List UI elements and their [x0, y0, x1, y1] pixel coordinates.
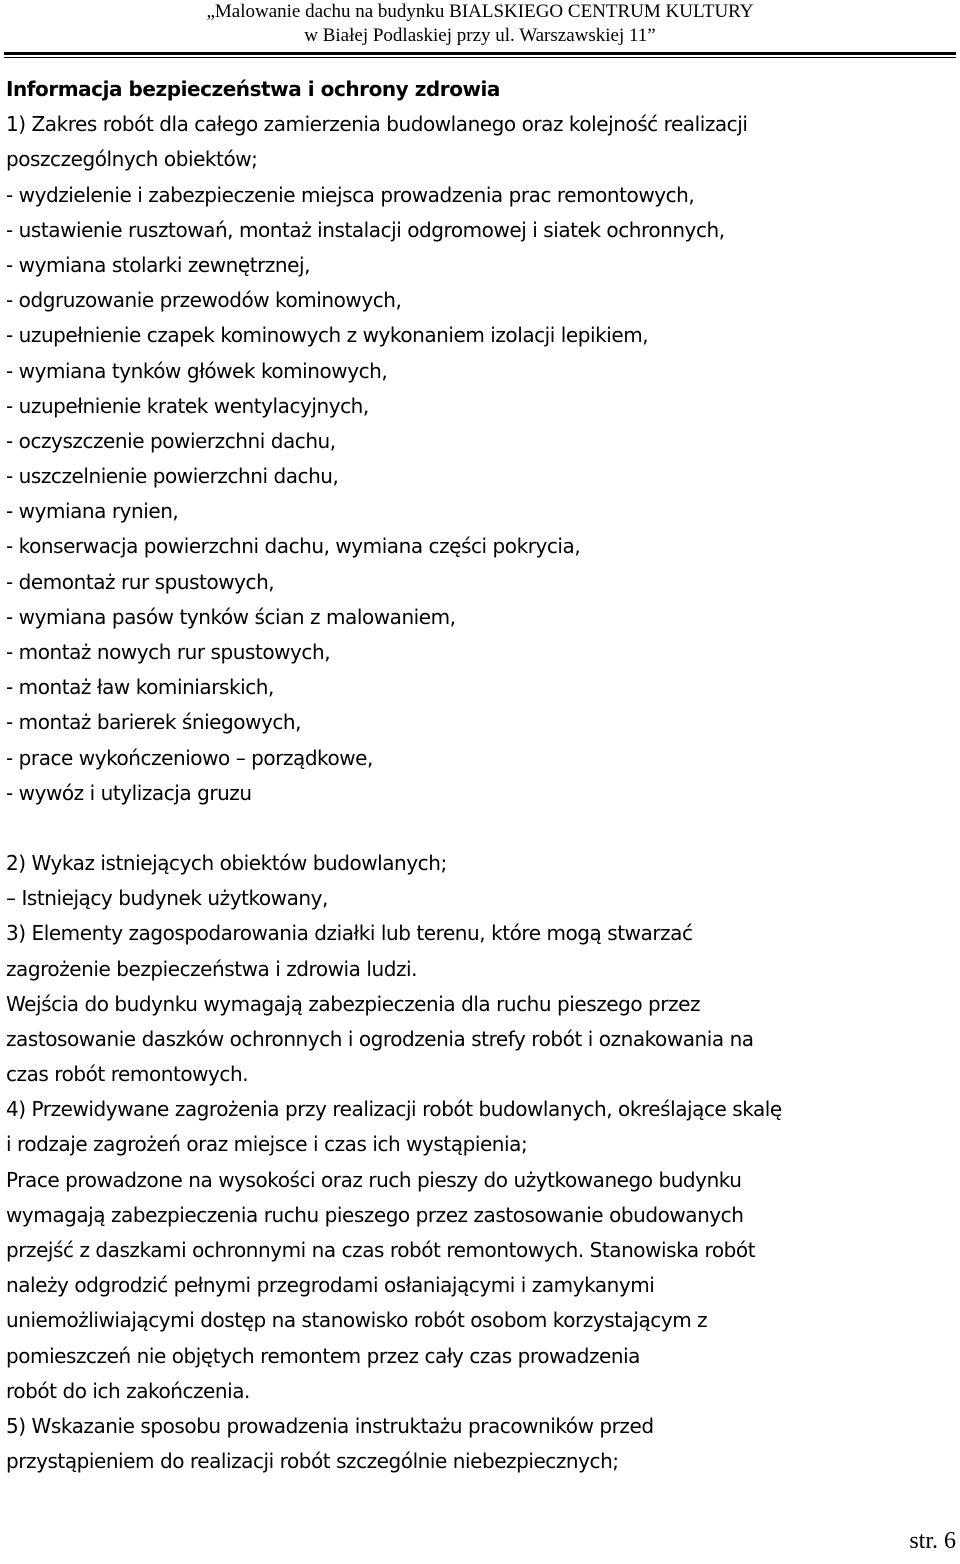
- section-4: [6, 1092, 956, 1409]
- section-3-text-line: zastosowanie daszków ochronnych i ogrodzenia strefy robót i oznakowania na: [6, 1026, 754, 1051]
- header-line-2: w Białej Podlaskiej przy ul. Warszawskiej 11”: [304, 25, 656, 46]
- section-1: [6, 107, 956, 811]
- list-item: - wywóz i utylizacja gruzu: [6, 780, 252, 805]
- list-item: - uzupełnienie czapek kominowych z wykonaniem izolacji lepikiem,: [6, 323, 649, 348]
- header-rule-thin: [4, 57, 956, 58]
- list-item: - montaż barierek śniegowych,: [6, 710, 302, 735]
- header-rule-thick: [4, 52, 956, 55]
- section-4-text-line: należy odgrodzić pełnymi przegrodami osłaniającymi i zamykanymi: [6, 1273, 655, 1298]
- section-4-text-line: pomieszczeń nie objętych remontem przez cały czas prowadzenia: [6, 1343, 640, 1368]
- list-item: - prace wykończeniowo – porządkowe,: [6, 745, 373, 770]
- list-item: - wymiana stolarki zewnętrznej,: [6, 252, 311, 277]
- section-4-heading-line: i rodzaje zagrożeń oraz miejsce i czas ich wystąpienia;: [6, 1132, 528, 1157]
- page-number: str. 6: [909, 1528, 956, 1554]
- section-2-heading: 2) Wykaz istniejących obiektów budowlanych;: [6, 850, 447, 875]
- section-3-text-line: Wejścia do budynku wymagają zabezpieczenia dla ruchu pieszego przez: [6, 991, 701, 1016]
- list-item: - uzupełnienie kratek wentylacyjnych,: [6, 393, 369, 418]
- document-header: [0, 0, 960, 48]
- list-item: - odgruzowanie przewodów kominowych,: [6, 288, 402, 313]
- section-2: [6, 846, 956, 916]
- list-item: - oczyszczenie powierzchni dachu,: [6, 428, 336, 453]
- section-4-text-line: Prace prowadzone na wysokości oraz ruch pieszy do użytkowanego budynku: [6, 1167, 742, 1192]
- section-3-text-line: czas robót remontowych.: [6, 1062, 249, 1087]
- list-item: - uszczelnienie powierzchni dachu,: [6, 464, 339, 489]
- section-4-text-line: uniemożliwiającymi dostęp na stanowisko robót osobom korzystającym z: [6, 1308, 708, 1333]
- list-item: - konserwacja powierzchni dachu, wymiana części pokrycia,: [6, 534, 581, 559]
- section-2-text: – Istniejący budynek użytkowany,: [6, 886, 328, 911]
- list-item: - wymiana pasów tynków ścian z malowaniem,: [6, 604, 456, 629]
- list-item: - wydzielenie i zabezpieczenie miejsca prowadzenia prac remontowych,: [6, 182, 695, 207]
- section-5-heading-line: 5) Wskazanie sposobu prowadzenia instruktażu pracowników przed: [6, 1413, 654, 1438]
- section-1-heading-line: poszczególnych obiektów;: [6, 147, 258, 172]
- document-body: [6, 72, 956, 1479]
- section-5: [6, 1409, 956, 1479]
- section-4-heading-line: 4) Przewidywane zagrożenia przy realizacji robót budowlanych, określające skalę: [6, 1097, 782, 1122]
- list-item: - wymiana tynków główek kominowych,: [6, 358, 388, 383]
- section-3-heading-line: 3) Elementy zagospodarowania działki lub terenu, które mogą stwarzać: [6, 921, 693, 946]
- section-3: [6, 916, 956, 1092]
- header-line-1: „Malowanie dachu na budynku BIALSKIEGO CENTRUM KULTURY: [206, 1, 754, 22]
- section-4-text-line: przejść z daszkami ochronnymi na czas robót remontowych. Stanowiska robót: [6, 1238, 756, 1262]
- list-item: - montaż ław kominiarskich,: [6, 675, 274, 700]
- list-item: - wymiana rynien,: [6, 499, 179, 524]
- list-item: - ustawienie rusztowań, montaż instalacji odgromowej i siatek ochronnych,: [6, 217, 725, 242]
- list-item: - montaż nowych rur spustowych,: [6, 640, 331, 664]
- list-item: - demontaż rur spustowych,: [6, 569, 275, 594]
- section-5-heading-line: przystąpieniem do realizacji robót szczególnie niebezpiecznych;: [6, 1449, 619, 1474]
- section-title: Informacja bezpieczeństwa i ochrony zdrowia: [6, 77, 500, 101]
- paragraph-gap: [6, 811, 956, 846]
- section-3-heading-line: zagrożenie bezpieczeństwa i zdrowia ludzi.: [6, 956, 418, 981]
- section-4-text-line: wymagają zabezpieczenia ruchu pieszego przez zastosowanie obudowanych: [6, 1202, 744, 1227]
- section-1-heading-line: 1) Zakres robót dla całego zamierzenia budowlanego oraz kolejność realizacji: [6, 112, 748, 137]
- section-4-text-line: robót do ich zakończenia.: [6, 1378, 250, 1403]
